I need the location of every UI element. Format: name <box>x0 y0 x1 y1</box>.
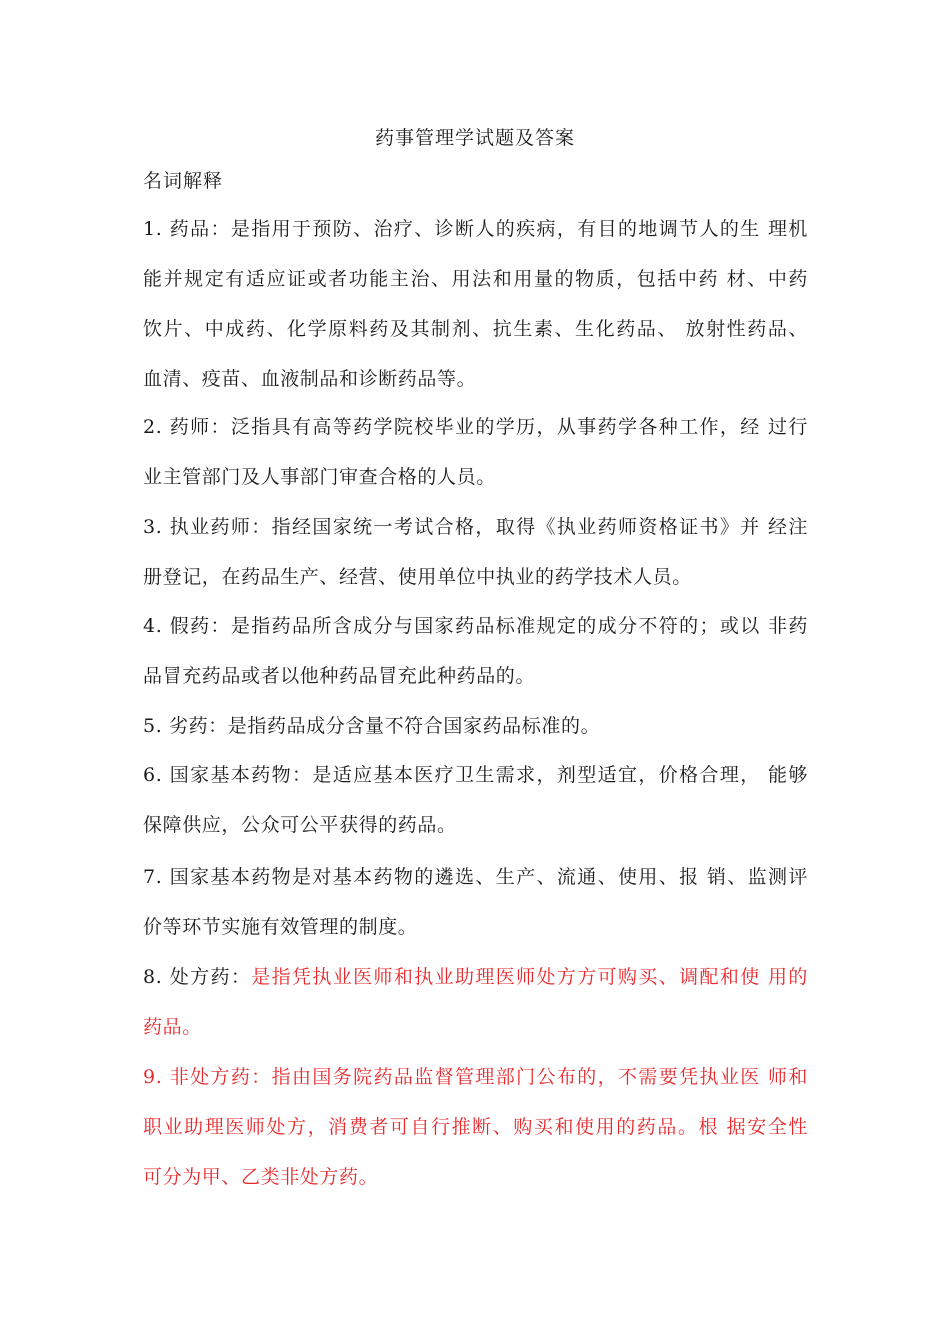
item8-prefix: 8. 处方药： <box>143 966 252 988</box>
paragraph-line: 2. 药师：泛指具有高等药学院校毕业的学历，从事药学各种工作，经 过行 <box>143 416 808 438</box>
paragraph-line: 血清、疫苗、血液制品和诊断药品等。 <box>143 368 477 390</box>
paragraph-line: 价等环节实施有效管理的制度。 <box>143 916 418 938</box>
paragraph-line: 1. 药品：是指用于预防、治疗、诊断人的疾病，有目的地调节人的生 理机 <box>143 218 808 240</box>
paragraph-line: 业主管部门及人事部门审查合格的人员。 <box>143 466 496 488</box>
item9-line2: 职业助理医师处方，消费者可自行推断、购买和使用的药品。根 据安全性 <box>143 1116 808 1138</box>
paragraph-line: 3. 执业药师：指经国家统一考试合格，取得《执业药师资格证书》并 经注 <box>143 516 808 538</box>
item9-line3: 可分为甲、乙类非处方药。 <box>143 1166 379 1188</box>
paragraph-line: 4. 假药：是指药品所含成分与国家药品标准规定的成分不符的；或以 非药 <box>143 615 808 637</box>
item9-line1: 9. 非处方药：指由国务院药品监督管理部门公布的，不需要凭执业医 师和 <box>143 1066 808 1088</box>
paragraph-line: 保障供应，公众可公平获得的药品。 <box>143 814 457 836</box>
item8-line1 <box>143 962 808 992</box>
paragraph-line: 6. 国家基本药物：是适应基本医疗卫生需求，剂型适宜，价格合理， 能够 <box>143 764 808 786</box>
paragraph-line: 册登记，在药品生产、经营、使用单位中执业的药学技术人员。 <box>143 566 692 588</box>
document-title: 药事管理学试题及答案 <box>374 127 575 149</box>
paragraph-line: 5. 劣药：是指药品成分含量不符合国家药品标准的。 <box>143 715 601 737</box>
paragraph-line: 饮片、中成药、化学原料药及其制剂、抗生素、生化药品、 放射性药品、 <box>143 318 808 340</box>
item8-definition: 是指凭执业医师和执业助理医师处方方可购买、调配和使 用的 <box>251 966 809 988</box>
paragraph-line: 品冒充药品或者以他种药品冒充此种药品的。 <box>143 665 536 687</box>
paragraph-line: 7. 国家基本药物是对基本药物的遴选、生产、流通、使用、报 销、监测评 <box>143 866 808 888</box>
section-heading: 名词解释 <box>143 170 224 192</box>
item8-line2: 药品。 <box>143 1016 202 1038</box>
paragraph-line: 能并规定有适应证或者功能主治、用法和用量的物质，包括中药 材、中药 <box>143 268 808 290</box>
